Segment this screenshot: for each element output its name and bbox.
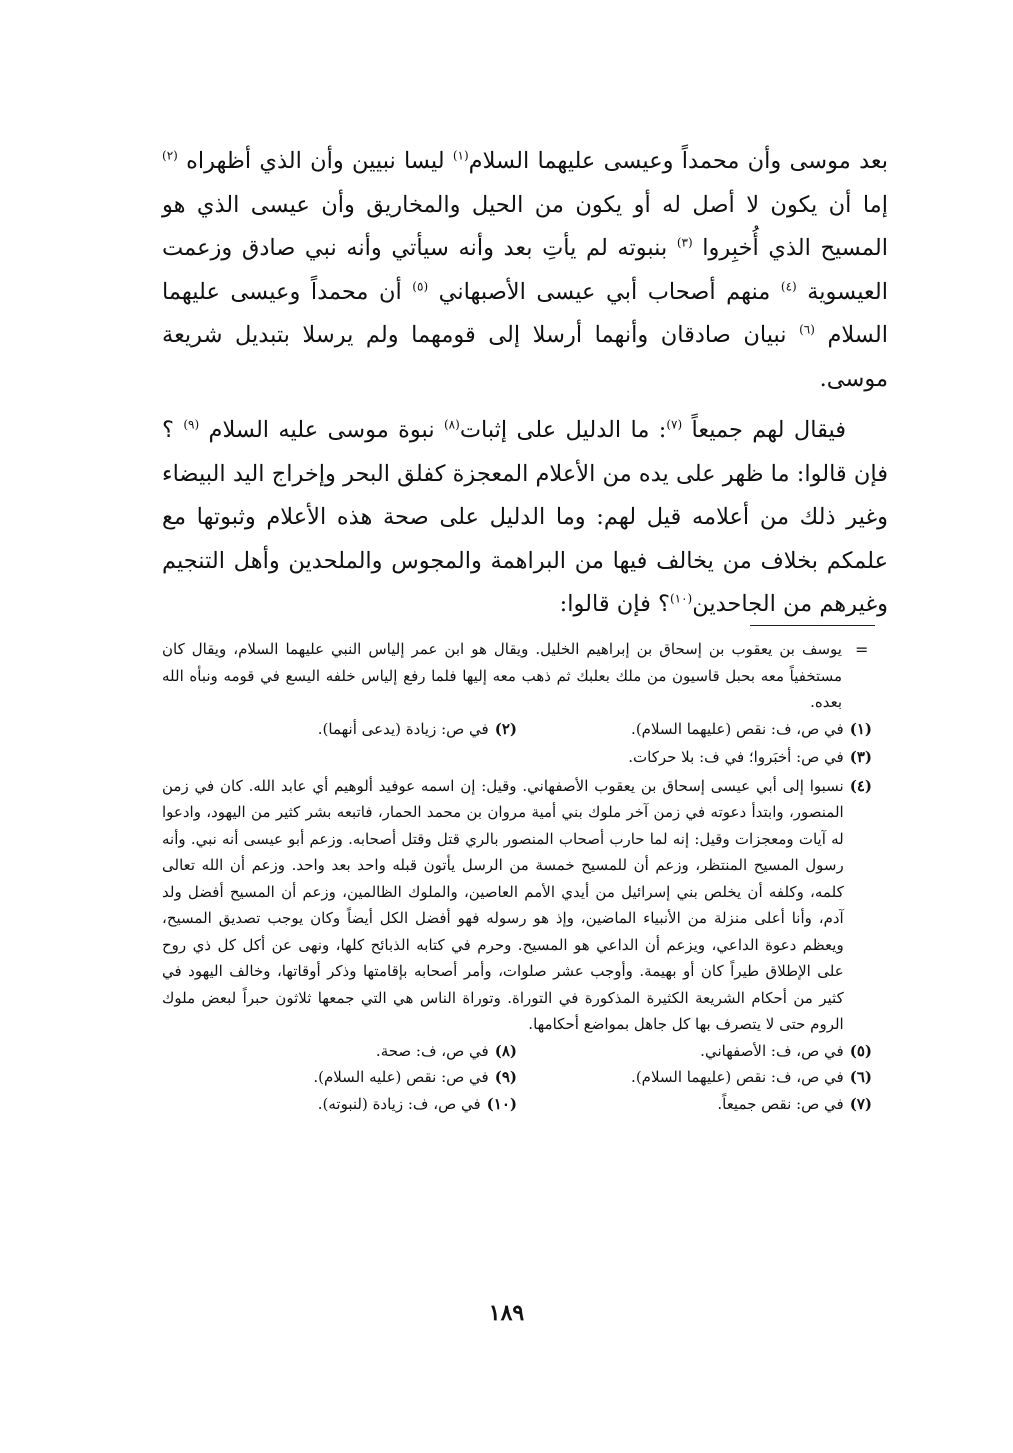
footnote-number: (٢) (494, 719, 517, 738)
footnote-7 (517, 1091, 872, 1118)
footnote-ref-5: (٥) (412, 279, 429, 293)
text-run: فيقال لهم جميعاً (691, 417, 847, 443)
footnote-8 (162, 1038, 517, 1065)
footnote-ref-9: (٩) (183, 417, 200, 432)
footnote-number: (٣) (849, 748, 872, 766)
footnote-text: في ص، ف: الأصفهاني. (700, 1041, 844, 1060)
footnote-text: في ص، ف: نقص (عليهما السلام). (631, 1068, 844, 1086)
continuation-mark: = (855, 640, 869, 659)
footnote-text: نسبوا إلى أبي عيسى إسحاق بن يعقوب الأصفهاني. وقيل: إن اسمه عوفيد ألوهيم أي عابد الله. كان في زمن المنصور، وابتدأ دعوته في زمن آخر ملوك بني أمية مروان بن محمد الحمار، فاتبعه بشر كثير من اليهود، وادعوا له آيات ومعجزات وقيل: إنه لما حارب أصحاب المنصور بالري قتل وقتل أصحابه. وزعم أبو عيسى أنه نبي. وأنه رسول المسيح المنتظر، وزعم أن للمسيح خمسة من الرسل يأتون قبله واحد بعد واحد. وزعم أن الله تعالى كلمه، وكلفه أن يخلص بني إسرائيل من أيدي الأمم العاصين، والملوك الظالمين، وزعم أن المسيح أفضل ولد آدم، وأنا أعلى منزلة من الأنبياء الماضين، وإذ هو رسوله فهو أفضل الكل أيضاً وكان يوجب تصديق المسيح، ويعظم دعوة الداعي، ويزعم أن الداعي هو المسيح. وحرم في كتابه الذبائح كلها، ونهى عن أكل كل ذي روح على الإطلاق طيراً كان أو بهيمة. وأوجب عشر صلوات، وأمر أصحابه بإقامتها وذكر أوقاتها، وخالف اليهود في كثير من أحكام الشريعة الكثيرة المذكورة في التوراة. وتوراة الناس هي التي جمعها ثلاثون حبراً لبعض ملوك الروم حتى لا يتصرف بها كل جاهل بمواضع أحكامها. (162, 776, 844, 1033)
text-run: بنبوته لم يأتِ بعد وأنه سيأتي وأنه نبي صادق وزعمت العيسوية (162, 235, 889, 305)
text-run: أن محمداً وعيسى عليهما السلام (162, 278, 888, 348)
footnote-10 (162, 1091, 517, 1118)
text-run: ؟ فإن قالوا: ما ظهر على يده من الأعلام المعجزة كفلق البحر وإخراج اليد البيضاء وغير ذلك من أعلامه قيل لهم: وما الدليل على صحة هذه الأعلام وثبوتها مع علمكم بخلاف من يخالف فيها من البراهمة والمجوس والملحدين وأهل التنجيم وغيرهم من الجاحدين (162, 417, 888, 617)
footnote-ref-8: (٨) (443, 417, 460, 432)
footnote-number: (٧) (849, 1094, 872, 1113)
footnote-9 (162, 1064, 517, 1091)
footnote-number: (٩) (494, 1068, 517, 1086)
footnote-number: (١٠) (486, 1094, 517, 1113)
footnote-ref-10: (١٠) (669, 591, 693, 606)
footnote-2 (162, 716, 517, 743)
footnote-continuation: يوسف بن يعقوب بن إسحاق بن إبراهيم الخليل. ويقال هو ابن عمر إلياس النبي عليهما السلام، ويقال كان مستخفياً معه بحبل قاسيون من ملك بعلبك ثم ذهب معه إليها فلما رفع إلياس خلفه اليسع في قومه ونبأه الله بعده. (162, 640, 842, 711)
footnote-text: في ص: نقص جميعاً. (717, 1094, 844, 1113)
footnote-row-1-2 (162, 716, 872, 743)
footnote-ref-1: (١) (452, 148, 469, 163)
footnote-row-6-9 (162, 1064, 872, 1091)
text-run: نبوة موسى عليه السلام (208, 417, 444, 443)
main-text (162, 140, 888, 627)
text-run: بعد موسى وأن محمداً وعيسى عليهما السلام (468, 148, 889, 174)
footnote-ref-4: (٤) (780, 279, 797, 293)
footnote-row-7-10 (162, 1091, 872, 1118)
footnote-number: (٨) (494, 1041, 517, 1060)
footnote-number: (١) (849, 719, 872, 738)
text-run: : ما الدليل على إثبات (459, 417, 667, 443)
footnote-1 (517, 716, 872, 743)
footnote-3 (162, 744, 872, 771)
text-run: ؟ فإن قالوا: (559, 591, 670, 617)
text-run: ليسا نبيين وأن الذي أظهراه (186, 148, 453, 174)
footnote-ref-7: (٧) (666, 417, 683, 432)
text-run: نبيان صادقان وأنهما أرسلا إلى قومهما ولم يرسلا بتبديل شريعة موسى. (162, 322, 888, 392)
footnote-4 (162, 773, 872, 1038)
paragraph-1 (162, 140, 888, 401)
footnote-text: في ص: أخبَروا؛ في ف: بلا حركات. (628, 748, 844, 766)
paragraph-2 (162, 409, 888, 627)
page-number: ١٨٩ (488, 1300, 525, 1326)
footnote-ref-6: (٦) (799, 322, 815, 337)
footnote-separator (750, 625, 875, 626)
text-run: منهم أصحاب أبي عيسى الأصبهاني (438, 278, 781, 305)
footnote-number: (٤) (849, 776, 872, 795)
footnotes (162, 636, 872, 1117)
footnote-ref-2: (٢) (162, 148, 178, 163)
footnote-text: في ص، ف: صحة. (375, 1041, 489, 1060)
footnote-number: (٦) (849, 1068, 872, 1086)
footnote-ref-3: (٣) (676, 235, 693, 250)
footnote-5 (517, 1038, 872, 1065)
footnote-text: في ص، ف: نقص (عليهما السلام). (631, 719, 844, 738)
footnote-6 (517, 1064, 872, 1091)
footnote-number: (٥) (849, 1041, 872, 1060)
footnote-text: في ص: زيادة (يدعى أنهما). (317, 719, 489, 738)
text-run: إما أن يكون لا أصل له أو يكون من الحيل والمخاريق وأن عيسى الذي هو المسيح الذي أُخبِروا (162, 191, 888, 261)
footnote-text: في ص، ف: زيادة (لنبوته). (317, 1094, 481, 1113)
footnote-text: في ص: نقص (عليه السلام). (313, 1068, 489, 1086)
footnote-row-5-8 (162, 1038, 872, 1065)
